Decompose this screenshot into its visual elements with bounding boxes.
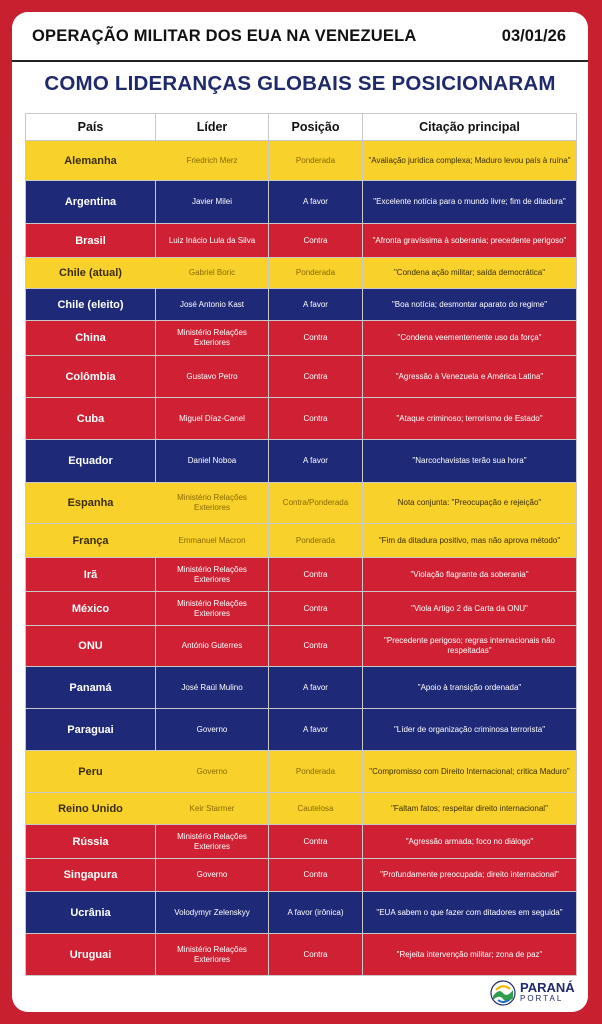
headline: COMO LIDERANÇAS GLOBAIS SE POSICIONARAM bbox=[44, 72, 556, 95]
quote-cell: "Líder de organização criminosa terrorista" bbox=[363, 709, 577, 751]
quote-cell: "Violação flagrante da soberania" bbox=[363, 558, 577, 592]
column-header-leader: Líder bbox=[156, 114, 269, 141]
position-cell: Contra bbox=[269, 934, 363, 976]
quote-cell: "Viola Artigo 2 da Carta da ONU" bbox=[363, 592, 577, 626]
leader-cell: Governo bbox=[156, 709, 269, 751]
table-row bbox=[26, 751, 577, 793]
quote-cell: "Excelente notícia para o mundo livre; fim de ditadura" bbox=[363, 181, 577, 224]
quote-cell: "Apoio à transição ordenada" bbox=[363, 667, 577, 709]
table-row bbox=[26, 667, 577, 709]
position-cell: Contra bbox=[269, 558, 363, 592]
parana-portal-logo bbox=[490, 979, 580, 1007]
leader-cell: Emmanuel Macron bbox=[156, 524, 269, 558]
country-cell: Uruguai bbox=[26, 934, 156, 976]
quote-cell: "Condena veementemente uso da força" bbox=[363, 321, 577, 356]
quote-cell: "Profundamente preocupada; direito internacional" bbox=[363, 859, 577, 892]
leader-cell: Luiz Inácio Lula da Silva bbox=[156, 224, 269, 258]
country-cell: Chile (eleito) bbox=[26, 289, 156, 321]
table-row bbox=[26, 321, 577, 356]
quote-cell: "Precedente perigoso; regras internacionais não respeitadas" bbox=[363, 626, 577, 667]
leader-cell: Governo bbox=[156, 751, 269, 793]
position-cell: A favor bbox=[269, 181, 363, 224]
leader-cell: António Guterres bbox=[156, 626, 269, 667]
position-cell: A favor bbox=[269, 289, 363, 321]
quote-cell: "Rejeita intervenção militar; zona de paz" bbox=[363, 934, 577, 976]
country-cell: Brasil bbox=[26, 224, 156, 258]
leader-cell: Governo bbox=[156, 859, 269, 892]
position-cell: Contra bbox=[269, 825, 363, 859]
position-cell: A favor bbox=[269, 667, 363, 709]
country-cell: Ucrânia bbox=[26, 892, 156, 934]
country-cell: Paraguai bbox=[26, 709, 156, 751]
position-cell: Ponderada bbox=[269, 141, 363, 181]
country-cell: Equador bbox=[26, 440, 156, 483]
quote-cell: "Afronta gravíssima à soberania; precedente perigoso" bbox=[363, 224, 577, 258]
table-row bbox=[26, 181, 577, 224]
quote-cell: "Fim da ditadura positivo, mas não aprova método" bbox=[363, 524, 577, 558]
country-cell: Chile (atual) bbox=[26, 258, 156, 289]
position-cell: Contra bbox=[269, 356, 363, 398]
country-cell: ONU bbox=[26, 626, 156, 667]
table-row bbox=[26, 825, 577, 859]
quote-cell: "Ataque criminoso; terrorismo de Estado" bbox=[363, 398, 577, 440]
position-cell: Contra bbox=[269, 224, 363, 258]
position-cell: Contra bbox=[269, 592, 363, 626]
top-bar bbox=[12, 12, 588, 62]
logo-brand: PARANÁ bbox=[520, 980, 575, 995]
leader-cell: Gustavo Petro bbox=[156, 356, 269, 398]
country-cell: Espanha bbox=[26, 483, 156, 524]
position-cell: Ponderada bbox=[269, 258, 363, 289]
table-row bbox=[26, 892, 577, 934]
position-cell: A favor bbox=[269, 440, 363, 483]
leader-cell: Ministério Relações Exteriores bbox=[156, 558, 269, 592]
table-row bbox=[26, 793, 577, 825]
table-row bbox=[26, 709, 577, 751]
table-row bbox=[26, 934, 577, 976]
quote-cell: "Agressão à Venezuela e América Latina" bbox=[363, 356, 577, 398]
table-row bbox=[26, 289, 577, 321]
table-row bbox=[26, 483, 577, 524]
leader-cell: Volodymyr Zelenskyy bbox=[156, 892, 269, 934]
leader-cell: Miguel Díaz-Canel bbox=[156, 398, 269, 440]
position-cell: Contra/Ponderada bbox=[269, 483, 363, 524]
leader-cell: Ministério Relações Exteriores bbox=[156, 592, 269, 626]
logo-subtitle: PORTAL bbox=[520, 994, 564, 1003]
quote-cell: "EUA sabem o que fazer com ditadores em seguida" bbox=[363, 892, 577, 934]
quote-cell: "Condena ação militar; saída democrática" bbox=[363, 258, 577, 289]
header-date: 03/01/26 bbox=[501, 27, 566, 45]
table-row bbox=[26, 592, 577, 626]
table-row bbox=[26, 558, 577, 592]
country-cell: Argentina bbox=[26, 181, 156, 224]
leader-cell: Friedrich Merz bbox=[156, 141, 269, 181]
leader-cell: José Raúl Mulino bbox=[156, 667, 269, 709]
header-title: OPERAÇÃO MILITAR DOS EUA NA VENEZUELA bbox=[32, 27, 417, 45]
country-cell: Alemanha bbox=[26, 141, 156, 181]
info-card bbox=[12, 12, 588, 1012]
table-row bbox=[26, 398, 577, 440]
position-cell: Contra bbox=[269, 626, 363, 667]
leader-cell: José Antonio Kast bbox=[156, 289, 269, 321]
table-row bbox=[26, 356, 577, 398]
column-header-position: Posição bbox=[269, 114, 363, 141]
position-cell: Ponderada bbox=[269, 751, 363, 793]
leader-cell: Ministério Relações Exteriores bbox=[156, 934, 269, 976]
table-row bbox=[26, 440, 577, 483]
table-row bbox=[26, 626, 577, 667]
quote-cell: Nota conjunta: "Preocupação e rejeição" bbox=[363, 483, 577, 524]
leader-cell: Keir Starmer bbox=[156, 793, 269, 825]
country-cell: México bbox=[26, 592, 156, 626]
column-header-country: País bbox=[26, 114, 156, 141]
position-cell: Ponderada bbox=[269, 524, 363, 558]
country-cell: Reino Unido bbox=[26, 793, 156, 825]
quote-cell: "Narcochavistas terão sua hora" bbox=[363, 440, 577, 483]
quote-cell: "Faltam fatos; respeitar direito internacional" bbox=[363, 793, 577, 825]
table-row bbox=[26, 224, 577, 258]
leader-cell: Daniel Noboa bbox=[156, 440, 269, 483]
country-cell: Panamá bbox=[26, 667, 156, 709]
parana-portal-logo-icon bbox=[490, 980, 516, 1006]
leader-cell: Javier Milei bbox=[156, 181, 269, 224]
country-cell: Rússia bbox=[26, 825, 156, 859]
country-cell: França bbox=[26, 524, 156, 558]
leader-cell: Ministério Relações Exteriores bbox=[156, 321, 269, 356]
position-cell: A favor bbox=[269, 709, 363, 751]
leader-cell: Ministério Relações Exteriores bbox=[156, 825, 269, 859]
quote-cell: "Boa notícia; desmontar aparato do regime" bbox=[363, 289, 577, 321]
position-cell: Contra bbox=[269, 321, 363, 356]
column-header-quote: Citação principal bbox=[363, 114, 577, 141]
table-row bbox=[26, 524, 577, 558]
country-cell: Singapura bbox=[26, 859, 156, 892]
position-cell: Contra bbox=[269, 859, 363, 892]
position-cell: Contra bbox=[269, 398, 363, 440]
country-cell: Peru bbox=[26, 751, 156, 793]
country-cell: Irã bbox=[26, 558, 156, 592]
position-cell: Cautelosa bbox=[269, 793, 363, 825]
table-row bbox=[26, 258, 577, 289]
country-cell: Colômbia bbox=[26, 356, 156, 398]
country-cell: Cuba bbox=[26, 398, 156, 440]
positions-table bbox=[25, 113, 577, 976]
position-cell: A favor (irônica) bbox=[269, 892, 363, 934]
quote-cell: "Avaliação jurídica complexa; Maduro levou país à ruína" bbox=[363, 141, 577, 181]
quote-cell: "Agressão armada; foco no diálogo" bbox=[363, 825, 577, 859]
table-row bbox=[26, 859, 577, 892]
table-body bbox=[26, 141, 577, 976]
leader-cell: Gabriel Boric bbox=[156, 258, 269, 289]
quote-cell: "Compromisso com Direito Internacional; critica Maduro" bbox=[363, 751, 577, 793]
table-header-row bbox=[26, 114, 577, 141]
table-row bbox=[26, 141, 577, 181]
leader-cell: Ministério Relações Exteriores bbox=[156, 483, 269, 524]
country-cell: China bbox=[26, 321, 156, 356]
